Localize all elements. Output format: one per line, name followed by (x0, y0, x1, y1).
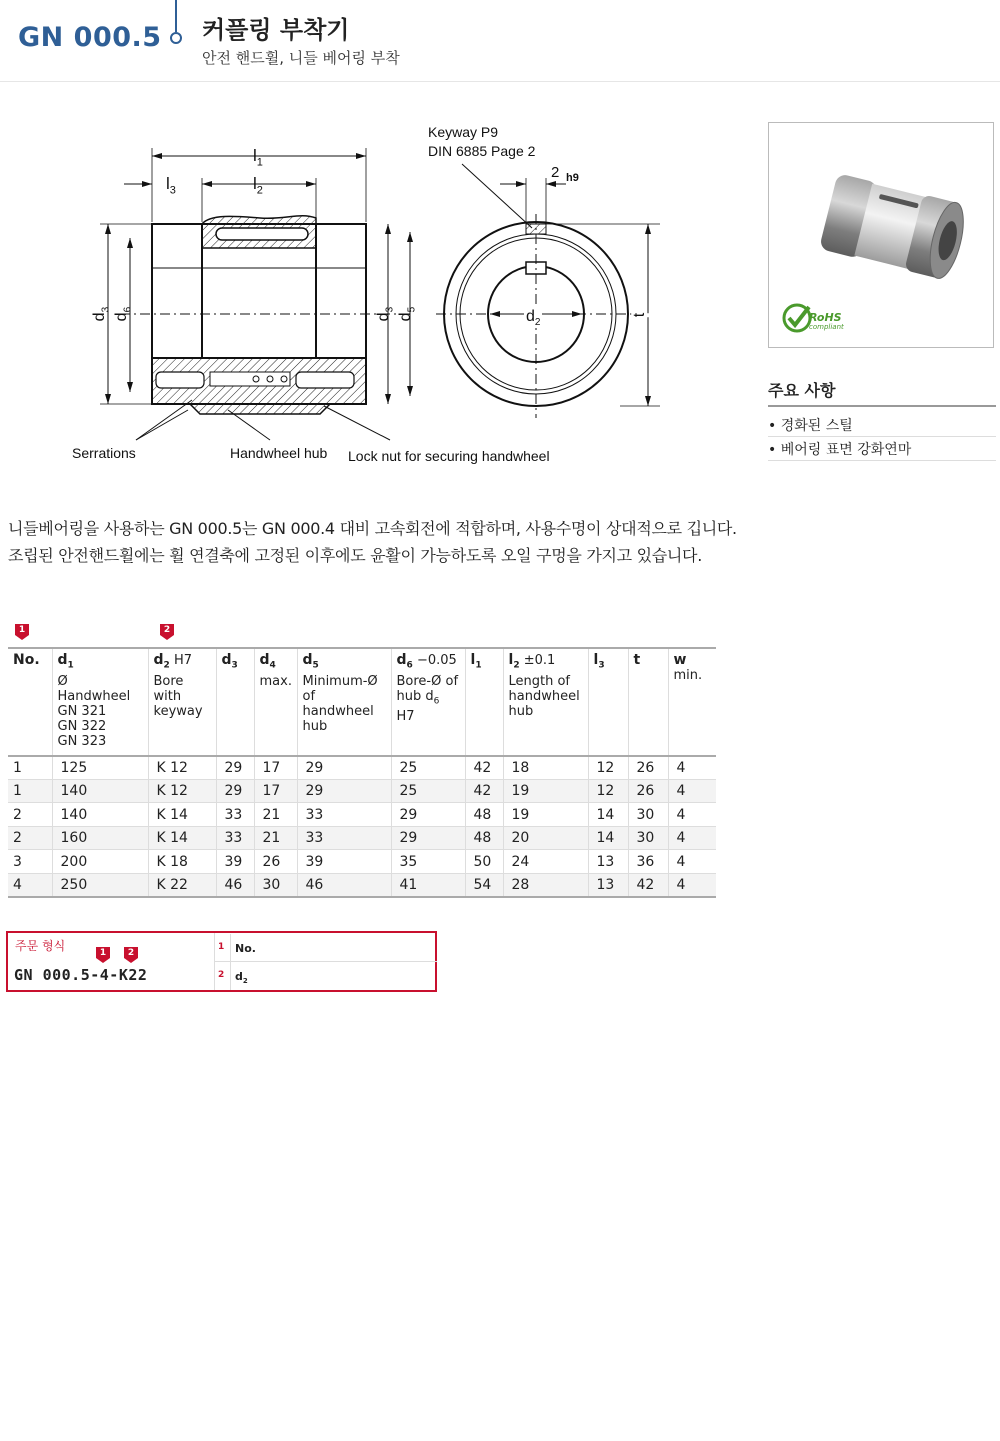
table-cell: 25 (391, 779, 465, 803)
order-marker-1-icon: 1 (96, 947, 110, 963)
table-cell: 46 (297, 873, 391, 897)
table-cell: 250 (52, 873, 148, 897)
table-cell: 29 (391, 803, 465, 827)
table-cell: K 12 (148, 779, 216, 803)
table-cell: K 12 (148, 756, 216, 780)
col-d1: $d_1$ Ø Handwheel GN 321 GN 322 GN 323 (52, 648, 148, 756)
dim-keyway-width: 2 (551, 164, 560, 181)
table-cell: 2 (8, 826, 52, 850)
col-l3: $l_3$ (588, 648, 628, 756)
table-cell: 1 (8, 756, 52, 780)
callout-lock-nut: Lock nut for securing handwheel (348, 448, 550, 464)
col-l1: $l_1$ (465, 648, 503, 756)
table-cell: 26 (628, 756, 668, 780)
table-cell: 28 (503, 873, 588, 897)
table-cell: 3 (8, 850, 52, 874)
dim-h9-tolerance: h9 (566, 172, 579, 184)
table-cell: 25 (391, 756, 465, 780)
table-cell: 42 (465, 756, 503, 780)
table-cell: 12 (588, 779, 628, 803)
table-cell: 13 (588, 873, 628, 897)
table-cell: 48 (465, 803, 503, 827)
table-cell: 29 (297, 779, 391, 803)
rohs-label: RoHS (809, 311, 842, 324)
product-code: GN 000.5 (18, 22, 162, 53)
table-body (8, 756, 716, 897)
technical-drawing (60, 118, 680, 478)
table-cell: 4 (668, 873, 716, 897)
order-example-box (6, 931, 437, 992)
order-title: 주문 형식 (15, 939, 66, 953)
order-row: 1 No. (215, 934, 437, 962)
table-row (8, 873, 716, 897)
description-line: 조립된 안전핸드휠에는 휠 연결축에 고정된 이후에도 윤활이 가능하도록 오일 구멍을 가지고 있습니다. (8, 546, 702, 565)
dim-d3-right: $d_3$ (375, 306, 396, 322)
table-cell: K 14 (148, 826, 216, 850)
table-cell: K 22 (148, 873, 216, 897)
table-cell: 29 (216, 779, 254, 803)
table-cell: 160 (52, 826, 148, 850)
table-cell: K 14 (148, 803, 216, 827)
dim-l3: $l_3$ (166, 174, 176, 197)
col-l2: $l_2 \pm 0.1$ Length of handwheel hub (503, 648, 588, 756)
dim-l1: $l_1$ (253, 146, 263, 169)
table-cell: 54 (465, 873, 503, 897)
table-cell: 33 (216, 803, 254, 827)
table-row (8, 803, 716, 827)
product-photo (768, 122, 994, 348)
header-divider (175, 0, 177, 32)
table-cell: 39 (297, 850, 391, 874)
table-cell: 19 (503, 779, 588, 803)
callout-serrations: Serrations (72, 445, 136, 461)
table-cell: 125 (52, 756, 148, 780)
callout-handwheel-hub: Handwheel hub (230, 445, 328, 461)
table-cell: 12 (588, 756, 628, 780)
drawing-svg (60, 118, 680, 478)
table-cell: 42 (465, 779, 503, 803)
table-cell: 30 (254, 873, 297, 897)
table-cell: 4 (668, 803, 716, 827)
rohs-compliant-label: compliant (809, 323, 844, 331)
table-cell: 30 (628, 826, 668, 850)
table-cell: 4 (668, 779, 716, 803)
table-cell: 33 (297, 826, 391, 850)
table-cell: 41 (391, 873, 465, 897)
col-d4: $d_4$ max. (254, 648, 297, 756)
table-cell: 35 (391, 850, 465, 874)
table-cell: 20 (503, 826, 588, 850)
feature-item: • 경화된 스틸 (768, 413, 996, 437)
table-cell: 4 (668, 826, 716, 850)
col-d5: $d_5$ Minimum-Ø of handwheel hub (297, 648, 391, 756)
table-cell: 4 (668, 850, 716, 874)
table-cell: 13 (588, 850, 628, 874)
keyway-spec-line2: DIN 6885 Page 2 (428, 143, 536, 159)
table-cell: 39 (216, 850, 254, 874)
table-cell: 21 (254, 826, 297, 850)
table-cell: 1 (8, 779, 52, 803)
table-cell: 4 (668, 756, 716, 780)
table-cell: 29 (391, 826, 465, 850)
table-header-row (8, 648, 716, 756)
table-cell: 17 (254, 779, 297, 803)
table-cell: 26 (628, 779, 668, 803)
dim-l2: $l_2$ (253, 174, 263, 197)
table-row (8, 779, 716, 803)
page-header (0, 0, 1000, 82)
page-subtitle: 안전 핸드휠, 니들 베어링 부착 (202, 49, 400, 67)
col-w: w min. (668, 648, 716, 756)
table-cell: 140 (52, 779, 148, 803)
dim-d5: $d_5$ (397, 306, 418, 322)
feature-item: • 베어링 표면 강화연마 (768, 437, 996, 461)
description-line: 니들베어링을 사용하는 GN 000.5는 GN 000.4 대비 고속회전에 적합하며, 사용수명이 상대적으로 깁니다. (8, 519, 737, 538)
table-cell: 17 (254, 756, 297, 780)
table-cell: 24 (503, 850, 588, 874)
table-cell: 18 (503, 756, 588, 780)
col-t: t (628, 648, 668, 756)
table-cell: 29 (297, 756, 391, 780)
table-cell: 33 (297, 803, 391, 827)
dim-d2: $d_2$ (526, 308, 541, 329)
table-cell: 21 (254, 803, 297, 827)
table-cell: 48 (465, 826, 503, 850)
table-cell: 200 (52, 850, 148, 874)
dim-d3-left: $d_3$ (91, 306, 112, 322)
keyway-spec-line1: Keyway P9 (428, 124, 499, 140)
order-code: GN 000.5-4-K22 (14, 966, 148, 984)
table-cell: 4 (8, 873, 52, 897)
table-row (8, 756, 716, 780)
header-dot-icon (170, 32, 182, 44)
spec-table (8, 647, 716, 898)
table-cell: 46 (216, 873, 254, 897)
marker-1-icon: 1 (15, 624, 29, 640)
table-cell: 29 (216, 756, 254, 780)
table-cell: 42 (628, 873, 668, 897)
table-cell: 140 (52, 803, 148, 827)
table-row (8, 826, 716, 850)
dim-d6: $d_6$ (113, 306, 134, 322)
marker-2-icon: 2 (160, 624, 174, 640)
table-cell: 30 (628, 803, 668, 827)
col-d2: $d_2$ H7 Bore with keyway (148, 648, 216, 756)
col-no: No. (8, 648, 52, 756)
table-cell: 33 (216, 826, 254, 850)
order-row: 2 $d_2$ (215, 962, 437, 990)
table-cell: 50 (465, 850, 503, 874)
table-cell: 2 (8, 803, 52, 827)
table-cell: 14 (588, 803, 628, 827)
table-cell: 14 (588, 826, 628, 850)
rohs-badge (781, 299, 851, 337)
table-cell: 36 (628, 850, 668, 874)
features-title: 주요 사항 (768, 381, 836, 400)
table-cell: K 18 (148, 850, 216, 874)
col-d6: $d_6 -0.05$ Bore-Ø of hub $d_6$ H7 (391, 648, 465, 756)
col-d3: $d_3$ (216, 648, 254, 756)
order-marker-2-icon: 2 (124, 947, 138, 963)
page-title: 커플링 부착기 (202, 16, 350, 44)
table-cell: 26 (254, 850, 297, 874)
features-divider (768, 405, 996, 407)
table-row (8, 850, 716, 874)
table-cell: 19 (503, 803, 588, 827)
dim-t: t (631, 312, 649, 318)
